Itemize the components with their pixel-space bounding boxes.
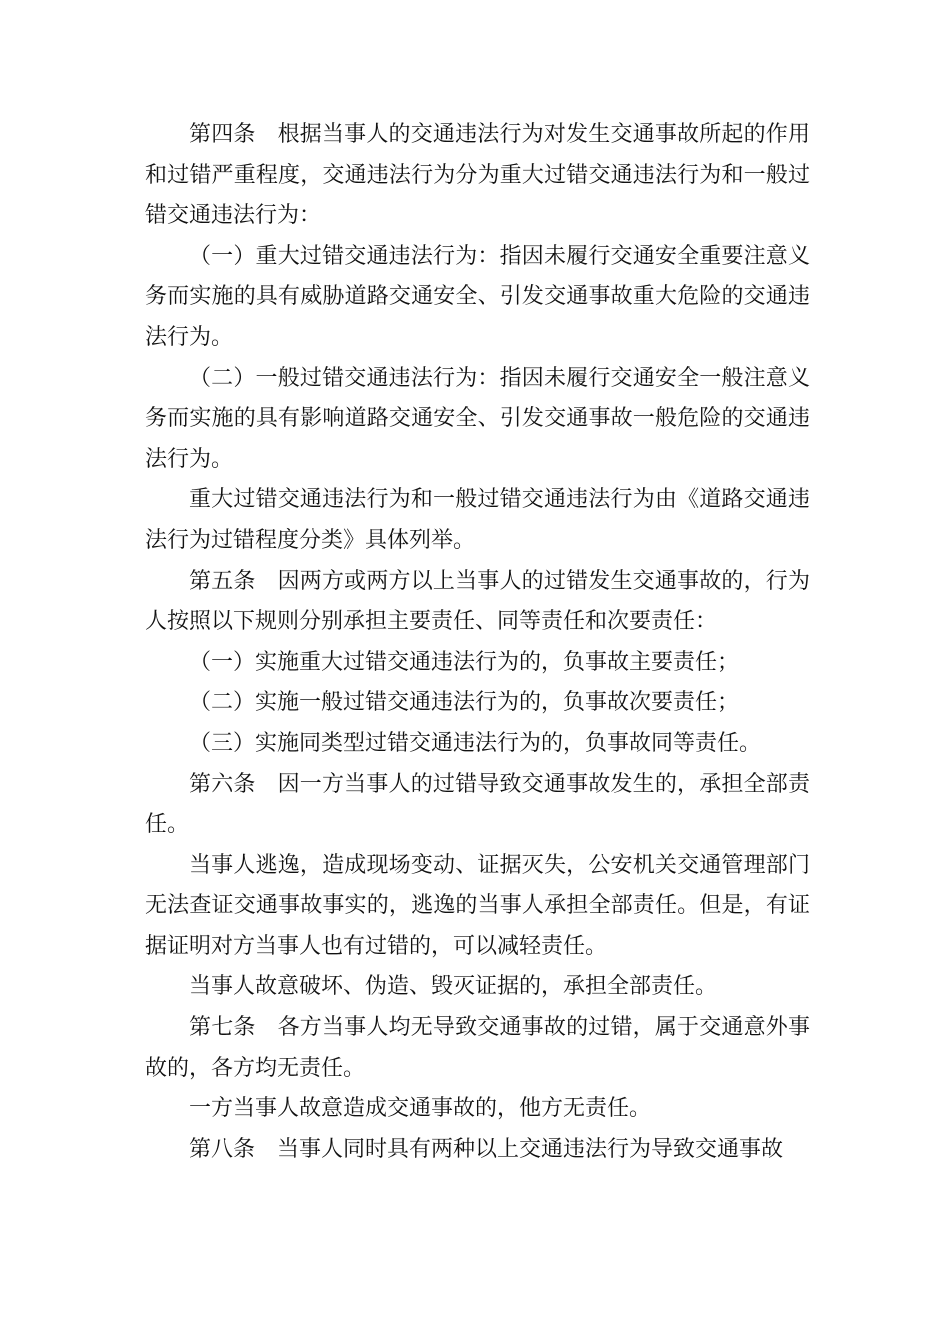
paragraph-text: 各方当事人均无导致交通事故的过错，属于交通意外事故的，各方均无责任。 bbox=[145, 1015, 810, 1081]
document-page bbox=[145, 115, 810, 1170]
article-number: 第四条 bbox=[189, 122, 256, 147]
paragraph-text: 因一方当事人的过错导致交通事故发生的，承担全部责任。 bbox=[145, 771, 810, 838]
paragraph-article-6 bbox=[145, 765, 810, 846]
paragraph-text: （一）重大过错交通违法行为：指因未履行交通安全重要注意义务而实施的具有威胁道路交通安全、引发交通事故重大危险的交通违法行为。 bbox=[145, 243, 810, 350]
paragraph-item bbox=[145, 683, 810, 724]
paragraph-text: （一）实施重大过错交通违法行为的，负事故主要责任； bbox=[189, 649, 740, 675]
paragraph bbox=[145, 967, 810, 1008]
paragraph bbox=[145, 1089, 810, 1130]
paragraph-text: 因两方或两方以上当事人的过错发生交通事故的，行为人按照以下规则分别承担主要责任、同等责任和次要责任： bbox=[145, 568, 810, 635]
paragraph-text: 当事人逃逸，造成现场变动、证据灭失，公安机关交通管理部门无法查证交通事故事实的，逃逸的当事人承担全部责任。但是，有证据证明对方当事人也有过错的，可以减轻责任。 bbox=[145, 852, 810, 959]
article-number: 第八条 bbox=[189, 1136, 256, 1162]
article-number: 第七条 bbox=[189, 1015, 256, 1041]
paragraph-article-5 bbox=[145, 562, 810, 643]
paragraph-item bbox=[145, 643, 810, 684]
paragraph-text: （二）实施一般过错交通违法行为的，负事故次要责任； bbox=[189, 690, 740, 716]
paragraph-item bbox=[145, 359, 810, 481]
paragraph-text: 重大过错交通违法行为和一般过错交通违法行为由《道路交通违法行为过错程度分类》具体列举。 bbox=[145, 487, 810, 553]
paragraph bbox=[145, 480, 810, 561]
paragraph-text: 当事人同时具有两种以上交通违法行为导致交通事故 bbox=[277, 1136, 784, 1162]
paragraph-text: 根据当事人的交通违法行为对发生交通事故所起的作用和过错严重程度，交通违法行为分为重大过错交通违法行为和一般过错交通违法行为： bbox=[145, 122, 810, 229]
paragraph-text: 当事人故意破坏、伪造、毁灭证据的，承担全部责任。 bbox=[189, 974, 718, 1000]
paragraph-article-7 bbox=[145, 1008, 810, 1089]
paragraph bbox=[145, 846, 810, 968]
paragraph-text: （三）实施同类型过错交通违法行为的，负事故同等责任。 bbox=[189, 730, 762, 756]
article-number: 第六条 bbox=[189, 771, 256, 797]
paragraph-article-4 bbox=[145, 115, 810, 237]
paragraph-item bbox=[145, 237, 810, 359]
paragraph-text: 一方当事人故意造成交通事故的，他方无责任。 bbox=[189, 1096, 652, 1122]
paragraph-text: （二）一般过错交通违法行为：指因未履行交通安全一般注意义务而实施的具有影响道路交通安全、引发交通事故一般危险的交通违法行为。 bbox=[145, 365, 810, 472]
article-number: 第五条 bbox=[189, 568, 256, 594]
paragraph-article-8 bbox=[145, 1130, 810, 1171]
paragraph-item bbox=[145, 724, 810, 765]
